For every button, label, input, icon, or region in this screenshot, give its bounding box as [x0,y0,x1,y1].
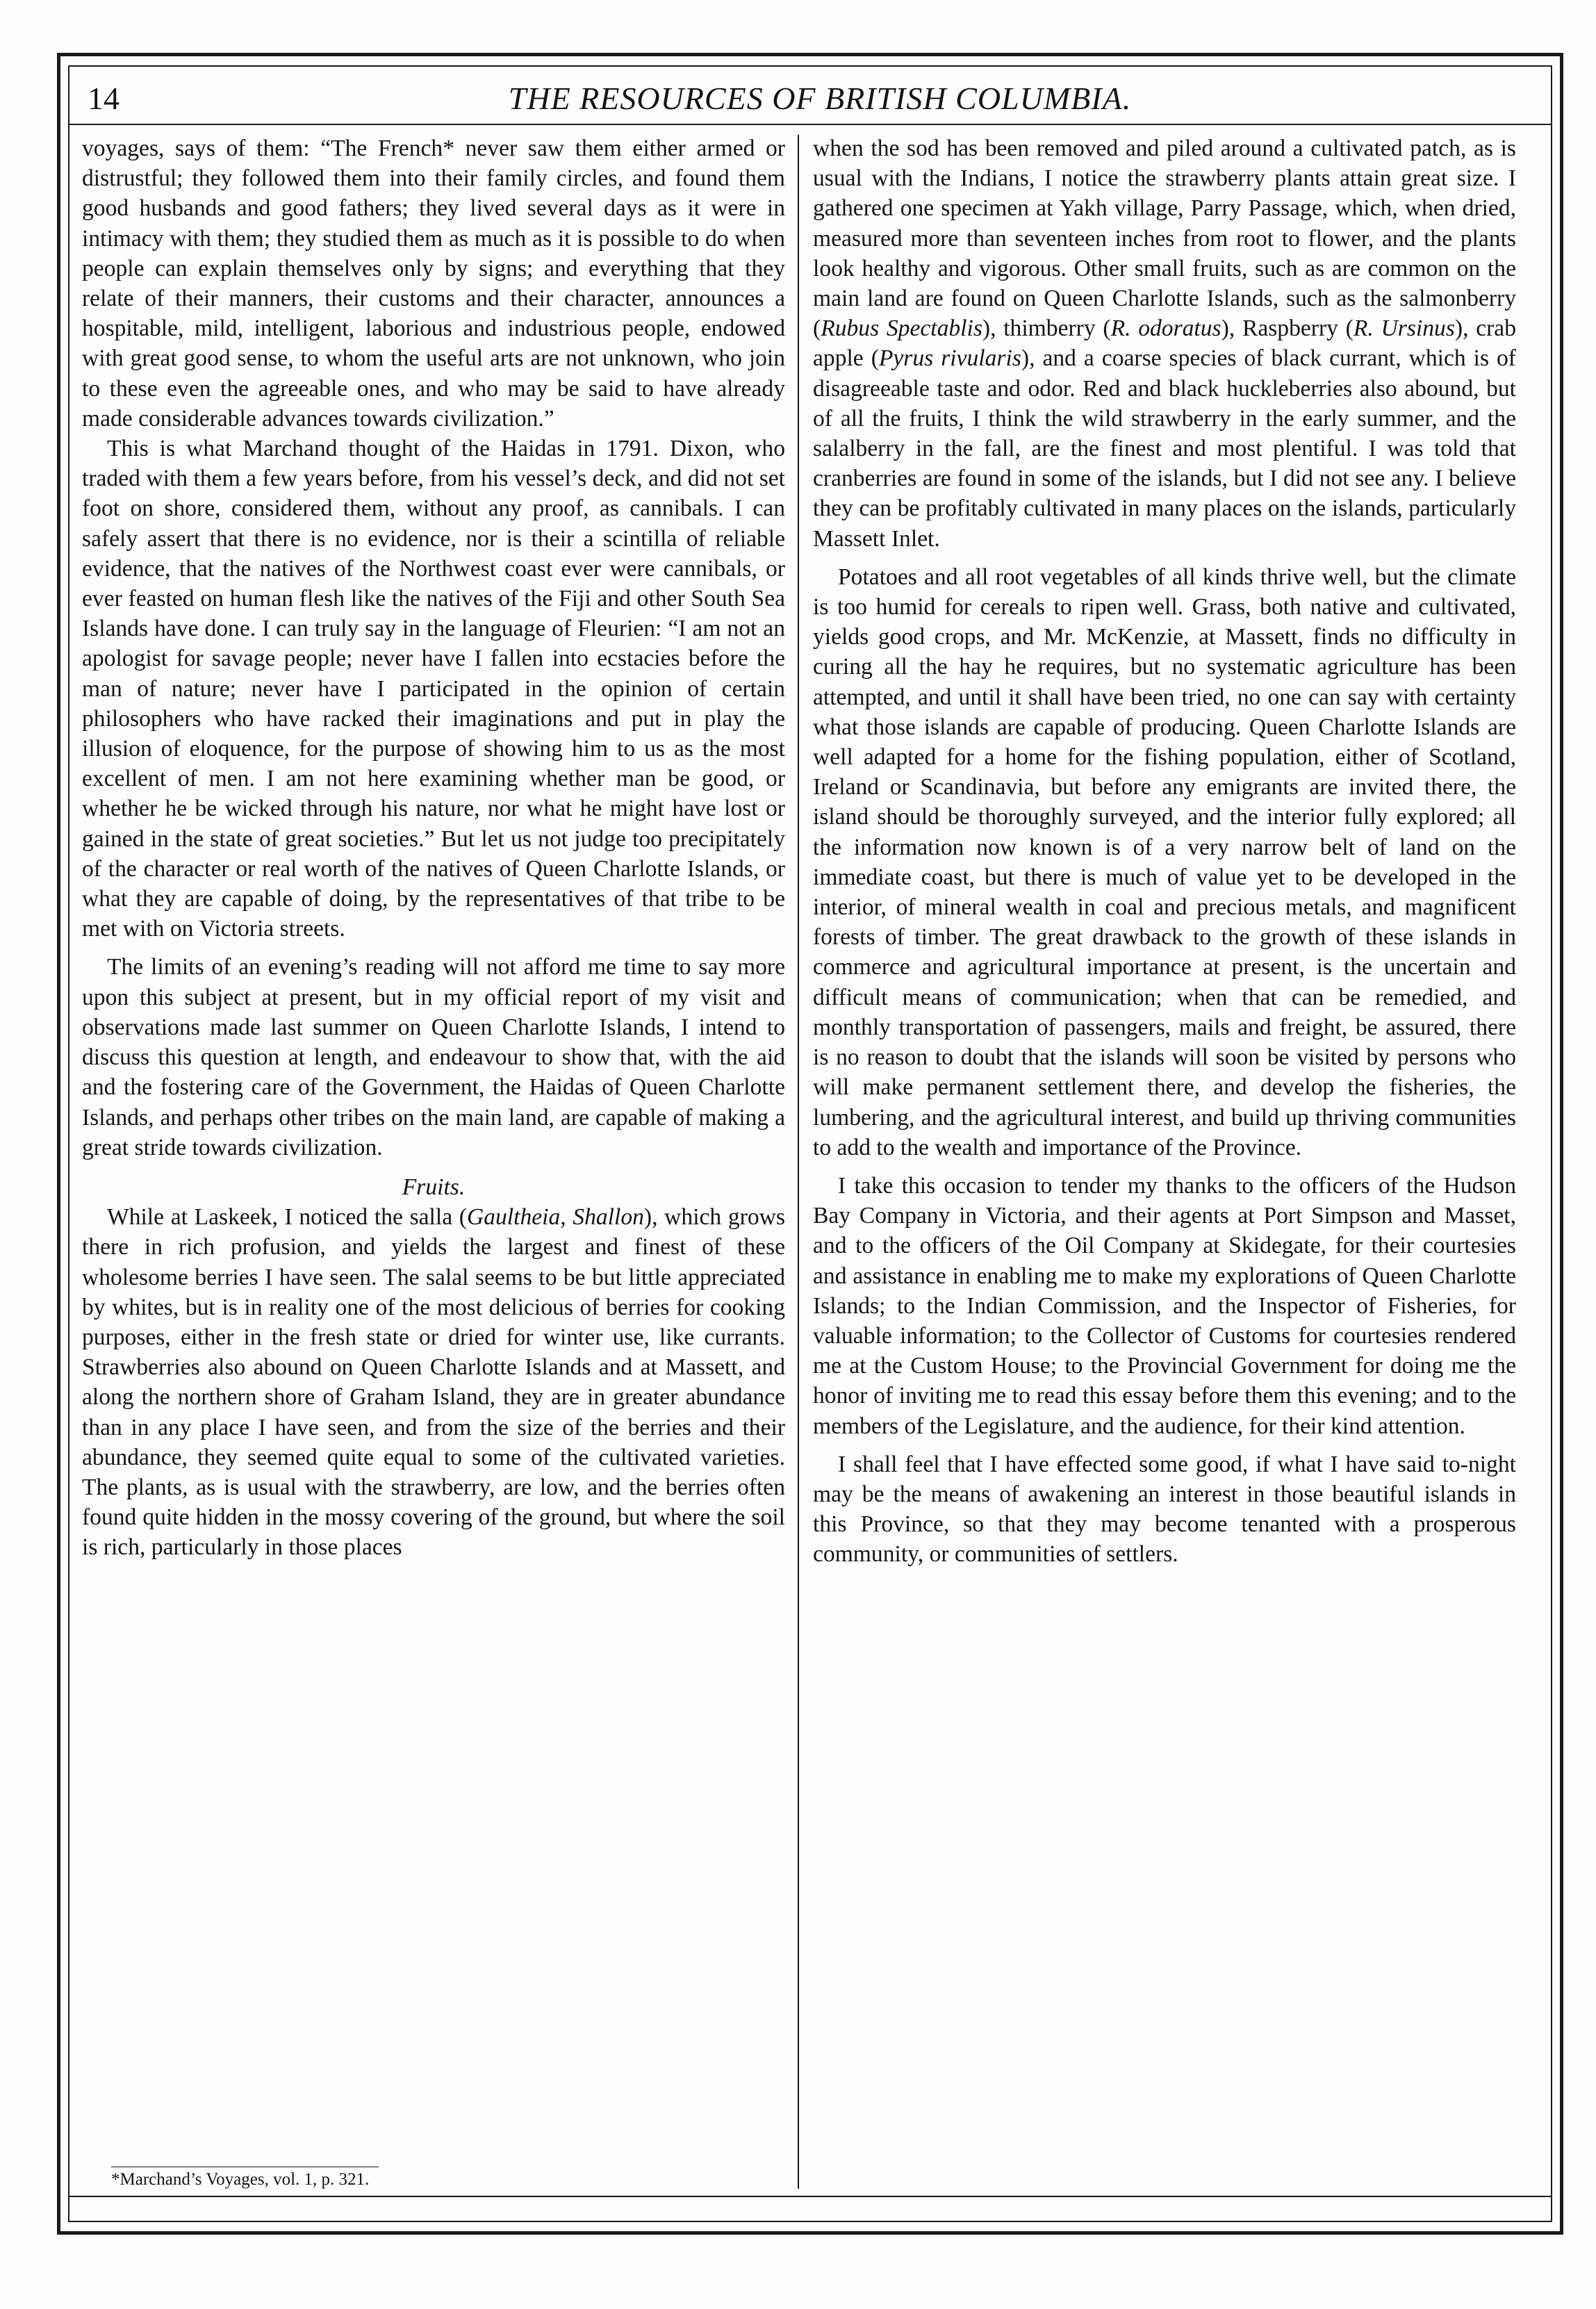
italic-run: Pyrus rivularis [878,345,1021,372]
italic-run: R. odoratus [1110,315,1221,342]
text-run: ), thimberry ( [982,315,1111,342]
paragraph-laskeek-salal [82,1202,785,1562]
text-run: ), Raspberry ( [1221,315,1354,342]
section-heading-fruits: Fruits. [402,1174,466,1200]
header-rule [68,124,1552,125]
paragraph-closing: I shall feel that I have effected some good, if what I have said to-night may be the means of awakening an interest in those beautiful islands in this Province, so that they may become tenanted with a prosperous community, or communities of settlers. [813,1451,1516,1568]
paragraph-potatoes-agriculture: Potatoes and all root vegetables of all kinds thrive well, but the climate is too humid for cereals to ripen well. Grass, both native and cultivated, yields good crops, and Mr. McKenzie, at Massett, finds no difficulty in curing all the hay he requires, but no systematic agriculture has been attempted, and until it shall have been tried, no one can say with certainty what those islands are capable of producing. Queen Charlotte Islands are well adapted for a home for the fishing population, either of Scotland, Ireland or Scandinavia, but before any emigrants are invited there, the island should be thoroughly surveyed, and the interior fully explored; all the information now known is of a very narrow belt of land on the immediate coast, but there is much of value yet to be developed in the interior, of mineral wealth in coal and precious metals, and magnificent forests of timber. The great drawback to the growth of these islands in commerce and agricultural importance at present, is the uncertain and difficult means of communication; when that can be remedied, and monthly transportation of passengers, mails and freight, be assured, there is no reason to doubt that the islands will soon be visited by persons who will make permanent settlement there, and develop the fisheries, the lumbering, and the agricultural interest, and build up thriving communities to add to the wealth and importance of the Province. [813,564,1516,1160]
column-divider [798,135,799,2189]
page-number: 14 [88,81,120,116]
paragraph-strawberry-size [813,133,1516,554]
paragraph-evening-reading: The limits of an evening’s reading will not afford me time to say more upon this subject at present, but in my official report of my visit and observations made last summer on Queen Charlotte Islands, I intend to discuss this question at length, and endeavour to show that, with the aid and the fostering care of the Government, the Haidas of Queen Charlotte Islands, and perhaps other tribes on the main land, are capable of making a great stride towards civilization. [82,954,785,1160]
italic-run: Gaultheia, Shallon [466,1204,644,1231]
paragraph-marchand-quote: voyages, says of them: “The French* never saw them either armed or distrustful; they followed them into their family circles, and found them good husbands and good fathers; they lived several days as it were in intimacy with them; they studied them as much as it is possible to do when people can explain themselves only by signs; and everything that they relate of their manners, their customs and their character, announces a hospitable, mild, intelligent, laborious and industrious people, endowed with great good sense, to whom the useful arts are not unknown, who join to these even the agreeable ones, and who may be said to have already made considerable advances towards civilization.” [82,135,785,432]
paragraph-thanks: I take this occasion to tender my thanks to the officers of the Hudson Bay Company in Victoria, and their agents at Port Simpson and Masset, and to the officers of the Oil Company at Skidegate, for their courtesies and assistance in enabling me to make my explorations of Queen Charlotte Islands; to the Indian Commission, and the Inspector of Fisheries, for valuable information; to the Collector of Customs for courtesies rendered me at the Custom House; to the Provincial Government for doing me the honor of inviting me to read this essay before them this evening; and to the members of the Legislature, and the audience, for their kind attention. [813,1172,1516,1439]
italic-run: R. Ursinus [1353,315,1455,342]
footnote: *Marchand’s Voyages, vol. 1, p. 321. [111,2167,379,2191]
text-run: when the sod has been removed and piled around a cultivated patch, as is usual with the Indians, I notice the strawberry plants attain great size. I gathered one specimen at Yakh village, Parry Passage, which, when dried, measured more than seventeen inches from root to flower, and the plants look healthy and vigorous. Other small fruits, such as are common on the main land are found on Queen Charlotte Islands, such as the salmonberry ( [813,135,1516,342]
text-run: While at Laskeek, I noticed the salla ( [107,1204,467,1231]
text-run: ), and a coarse species of black currant, which is of disagreeable taste and odor. Red and black huckleberries also abound, but of all the fruits, I think the wild strawberry in the early summer, and the salalberry in the fall, are the finest and most plentiful. I was told that cranberries are found in some of the islands, but I did not see any. I believe they can be profitably cultivated in many places on the islands, particularly Massett Inlet. [813,345,1516,552]
running-title: THE RESOURCES OF BRITISH COLUMBIA. [508,81,1132,116]
paragraph-haidas-cannibals: This is what Marchand thought of the Haidas in 1791. Dixon, who traded with them a few years before, from his vessel’s deck, and did not set foot on shore, considered them, without any proof, as cannibals. I can safely assert that there is no evidence, nor is their a scintilla of reliable evidence, that the natives of the Northwest coast ever were cannibals, or ever feasted on human flesh like the natives of the Fiji and other South Sea Islands have done. I can truly say in the language of Fleurien: “I am not an apologist for savage people; never have I fallen into ecstacies before the man of nature; never have I participated in the opinion of certain philosophers who have racked their imaginations and put in play the illusion of eloquence, for the purpose of showing him to us as the most excellent of men. I am not here examining whether man be good, or whether he be wicked through his nature, nor what he might have lost or gained in the state of great societies.” But let us not judge too precipitately of the character or real worth of the natives of Queen Charlotte Islands, or what they are capable of doing, by the representatives of that tribe to be met with on Victoria streets. [82,436,785,942]
footer-rule [68,2196,1552,2197]
text-run: ), which grows there in rich profusion, and yields the largest and finest of these wholesome berries I have seen. The salal seems to be but little appreciated by whites, but is in reality one of the most delicious of berries for cooking purposes, either in the fresh state or dried for winter use, like currants. Strawberries also abound on Queen Charlotte Islands and at Massett, and along the northern shore of Graham Island, they are in greater abundance than in any place I have seen, and from the size of the berries and their abundance, they seemed quite equal to some of the cultivated varieties. The plants, as is usual with the strawberry, are low, and the berries often found quite hidden in the mossy covering of the ground, but where the soil is rich, particularly in those places [82,1204,785,1561]
left-column [82,133,785,1563]
text-run: ), crab apple ( [813,315,1516,372]
italic-run: Rubus Spectablis [821,315,982,342]
right-column [813,133,1516,1570]
